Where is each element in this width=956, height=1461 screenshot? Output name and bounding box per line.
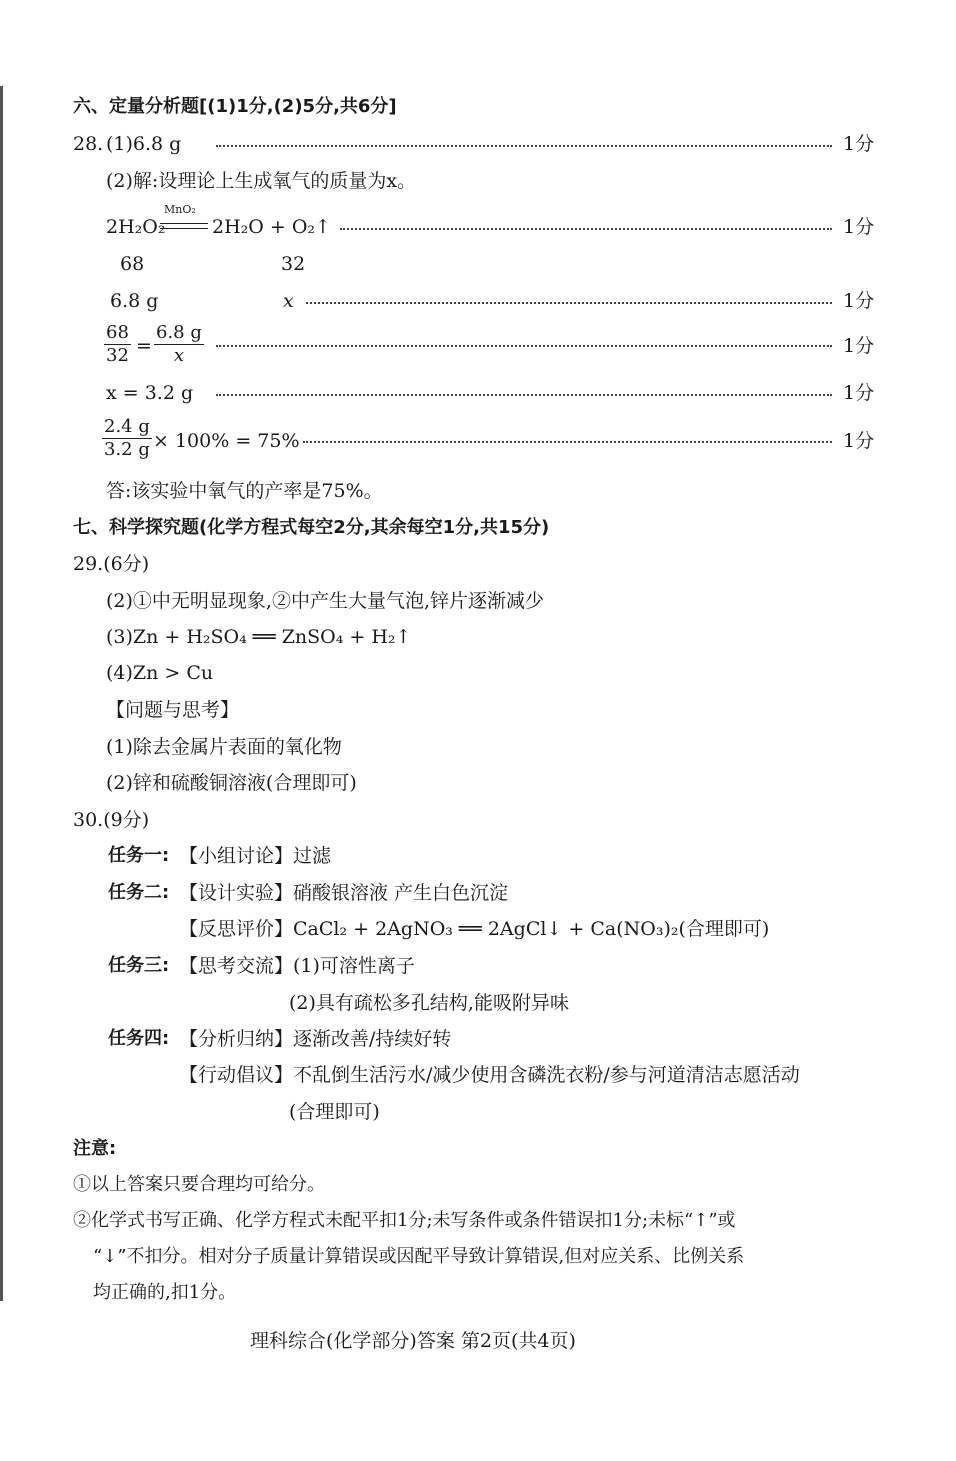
proportion-left — [104, 322, 131, 367]
molar-mass-o2: 32 — [281, 253, 306, 275]
task1-label: 任务一: — [108, 845, 170, 866]
yield-fraction — [102, 416, 152, 461]
dot-leader — [216, 394, 832, 396]
dot-leader — [303, 441, 832, 443]
page-left-edge — [0, 86, 3, 1301]
dot-leader — [340, 228, 832, 230]
note-2-line-3: 均正确的,扣1分。 — [93, 1282, 237, 1303]
q29-part3: (3)Zn + H₂SO₄ ══ ZnSO₄ + H₂↑ — [106, 626, 412, 648]
q30-label: 30.(9分) — [73, 809, 150, 831]
note-2-line-2: “↓”不扣分。相对分子质量计算错误或因配平导致计算错误,但对应关系、比例关系 — [93, 1246, 745, 1267]
task3-text-2: (2)具有疏松多孔结构,能吸附异味 — [289, 992, 569, 1014]
score: 1分 — [843, 133, 875, 155]
q29-part4: (4)Zn > Cu — [106, 662, 214, 684]
fraction-numerator: 2.4 g — [104, 416, 150, 437]
dot-leader — [306, 302, 832, 304]
score: 1分 — [843, 290, 875, 312]
q28-part1: (1)6.8 g — [106, 133, 182, 155]
equals-sign: = — [136, 335, 152, 357]
proportion-right — [154, 322, 204, 367]
equation-equals — [160, 223, 208, 229]
q29-part2: (2)①中无明显现象,②中产生大量气泡,锌片逐渐减少 — [106, 590, 544, 612]
q28-part2: (2)解:设理论上生成氧气的质量为x。 — [106, 170, 417, 192]
yield-result: × 100% = 75% — [153, 430, 300, 452]
q29-think-1: (1)除去金属片表面的氧化物 — [106, 736, 342, 758]
section-6-title: 六、定量分析题[(1)1分,(2)5分,共6分] — [73, 96, 397, 117]
fraction-denominator: 3.2 g — [104, 439, 150, 460]
catalyst-label: MnO₂ — [164, 203, 196, 216]
note-title: 注意: — [73, 1138, 117, 1159]
q29-think-2: (2)锌和硫酸铜溶液(合理即可) — [106, 772, 357, 794]
section-7-title: 七、科学探究题(化学方程式每空2分,其余每空1分,共15分) — [73, 517, 550, 538]
q28-answer: 答:该实验中氧气的产率是75%。 — [106, 480, 383, 502]
dot-leader — [216, 345, 832, 347]
fraction-denominator: 32 — [106, 345, 129, 366]
note-1: ①以上答案只要合理均可给分。 — [73, 1174, 325, 1195]
note-2-line-1: ②化学式书写正确、化学方程式未配平扣1分;未写条件或条件错误扣1分;未标“↑”或 — [73, 1210, 736, 1231]
task4-action-2: (合理即可) — [289, 1101, 380, 1123]
molar-mass-h2o2: 68 — [120, 253, 145, 275]
task2-text: 【设计实验】硝酸银溶液 产生白色沉淀 — [179, 882, 509, 904]
fraction-denominator: x — [173, 345, 185, 366]
score: 1分 — [843, 430, 875, 452]
task4-action: 【行动倡议】不乱倒生活污水/减少使用含磷洗衣粉/参与河道清洁志愿活动 — [179, 1064, 800, 1086]
task4-label: 任务四: — [108, 1028, 170, 1049]
dot-leader — [216, 145, 832, 147]
q28-label: 28. — [73, 133, 104, 155]
page-footer: 理科综合(化学部分)答案 第2页(共4页) — [250, 1330, 576, 1352]
fraction-numerator: 68 — [106, 322, 129, 343]
task2-reflection: 【反思评价】CaCl₂ + 2AgNO₃ ══ 2AgCl↓ + Ca(NO₃)₂(合理即可) — [179, 918, 770, 940]
task2-label: 任务二: — [108, 882, 170, 903]
q29-think-heading: 【问题与思考】 — [106, 699, 240, 721]
equation-products: 2H₂O + O₂↑ — [212, 216, 331, 238]
task1-text: 【小组讨论】过滤 — [179, 845, 332, 867]
task3-label: 任务三: — [108, 955, 170, 976]
task4-text: 【分析归纳】逐渐改善/持续好转 — [179, 1028, 452, 1050]
score: 1分 — [843, 216, 875, 238]
x-result: x = 3.2 g — [106, 382, 194, 404]
given-mass: 6.8 g — [110, 290, 159, 312]
fraction-numerator: 6.8 g — [156, 322, 202, 343]
score: 1分 — [843, 335, 875, 357]
score: 1分 — [843, 382, 875, 404]
task3-text: 【思考交流】(1)可溶性离子 — [179, 955, 415, 977]
unknown-x: x — [283, 290, 294, 312]
equation-reactant: 2H₂O₂ — [106, 216, 166, 238]
q29-label: 29.(6分) — [73, 553, 150, 575]
